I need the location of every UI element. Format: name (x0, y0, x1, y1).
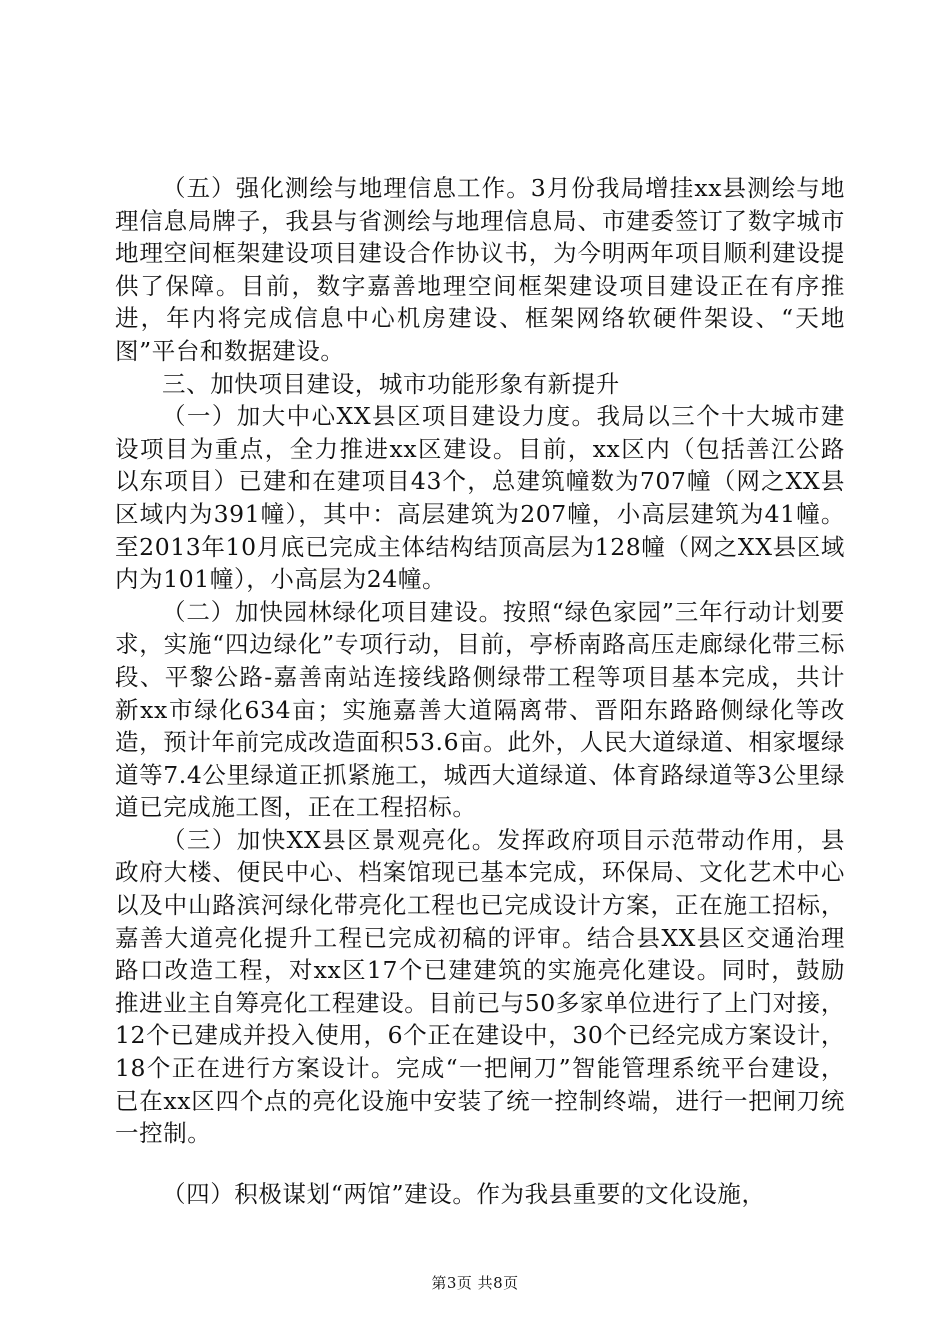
document-body (115, 172, 845, 1210)
paragraph-surveying-work: （五）强化测绘与地理信息工作。3月份我局增挂xx县测绘与地理信息局牌子，我县与省测绘与地理信息局、市建委签订了数字城市地理空间框架建设项目建设合作协议书，为今明两年项目顺利建设提供了保障。目前，数字嘉善地理空间框架建设项目建设正在有序推进，年内将完成信息中心机房建设、框架网络软硬件架设、“天地图”平台和数据建设。 (115, 174, 845, 365)
paragraph-landscaping-projects: （二）加快园林绿化项目建设。按照“绿色家园”三年行动计划要求，实施“四边绿化”专项行动，目前，亭桥南路高压走廊绿化带三标段、平黎公路-嘉善南站连接线路侧绿带工程等项目基本完成，共计新xx市绿化634亩；实施嘉善大道隔离带、晋阳东路路侧绿化等改造，预计年前完成改造面积53.6亩。此外，人民大道绿道、相家堰绿道等7.4公里绿道正抓紧施工，城西大道绿道、体育路绿道等3公里绿道已完成施工图，正在工程招标。 (115, 597, 845, 822)
page-number-footer: 第3页 共8页 (431, 1274, 519, 1292)
section-heading-project-construction: 三、加快项目建设，城市功能形象有新提升 (162, 369, 620, 398)
paragraph-lighting-projects: （三）加快XX县区景观亮化。发挥政府项目示范带动作用，县政府大楼、便民中心、档案馆现已基本完成，环保局、文化艺术中心以及中山路滨河绿化带亮化工程也已完成设计方案，正在施工招标，嘉善大道亮化提升工程已完成初稿的评审。结合县XX县区交通治理路口改造工程，对xx区17个已建建筑的实施亮化建设。同时，鼓励推进业主自筹亮化工程建设。目前已与50多家单位进行了上门对接，12个已建成并投入使用，6个正在建设中，30个已经完成方案设计，18个正在进行方案设计。完成“一把闸刀”智能管理系统平台建设，已在xx区四个点的亮化设施中安装了统一控制终端，进行一把闸刀统一控制。 (115, 825, 846, 1148)
paragraph-central-district-projects: （一）加大中心XX县区项目建设力度。我局以三个十大城市建设项目为重点，全力推进xx区建设。目前，xx区内（包括善江公路以东项目）已建和在建项目43个，总建筑幢数为707幢（网之XX县区域内为391幢），其中：高层建筑为207幢，小高层建筑为41幢。至2013年10月底已完成主体结构结顶高层为128幢（网之XX县区域内为101幢），小高层为24幢。 (115, 402, 845, 594)
paragraph-two-halls: （四）积极谋划“两馆”建设。作为我县重要的文化设施， (162, 1179, 766, 1208)
